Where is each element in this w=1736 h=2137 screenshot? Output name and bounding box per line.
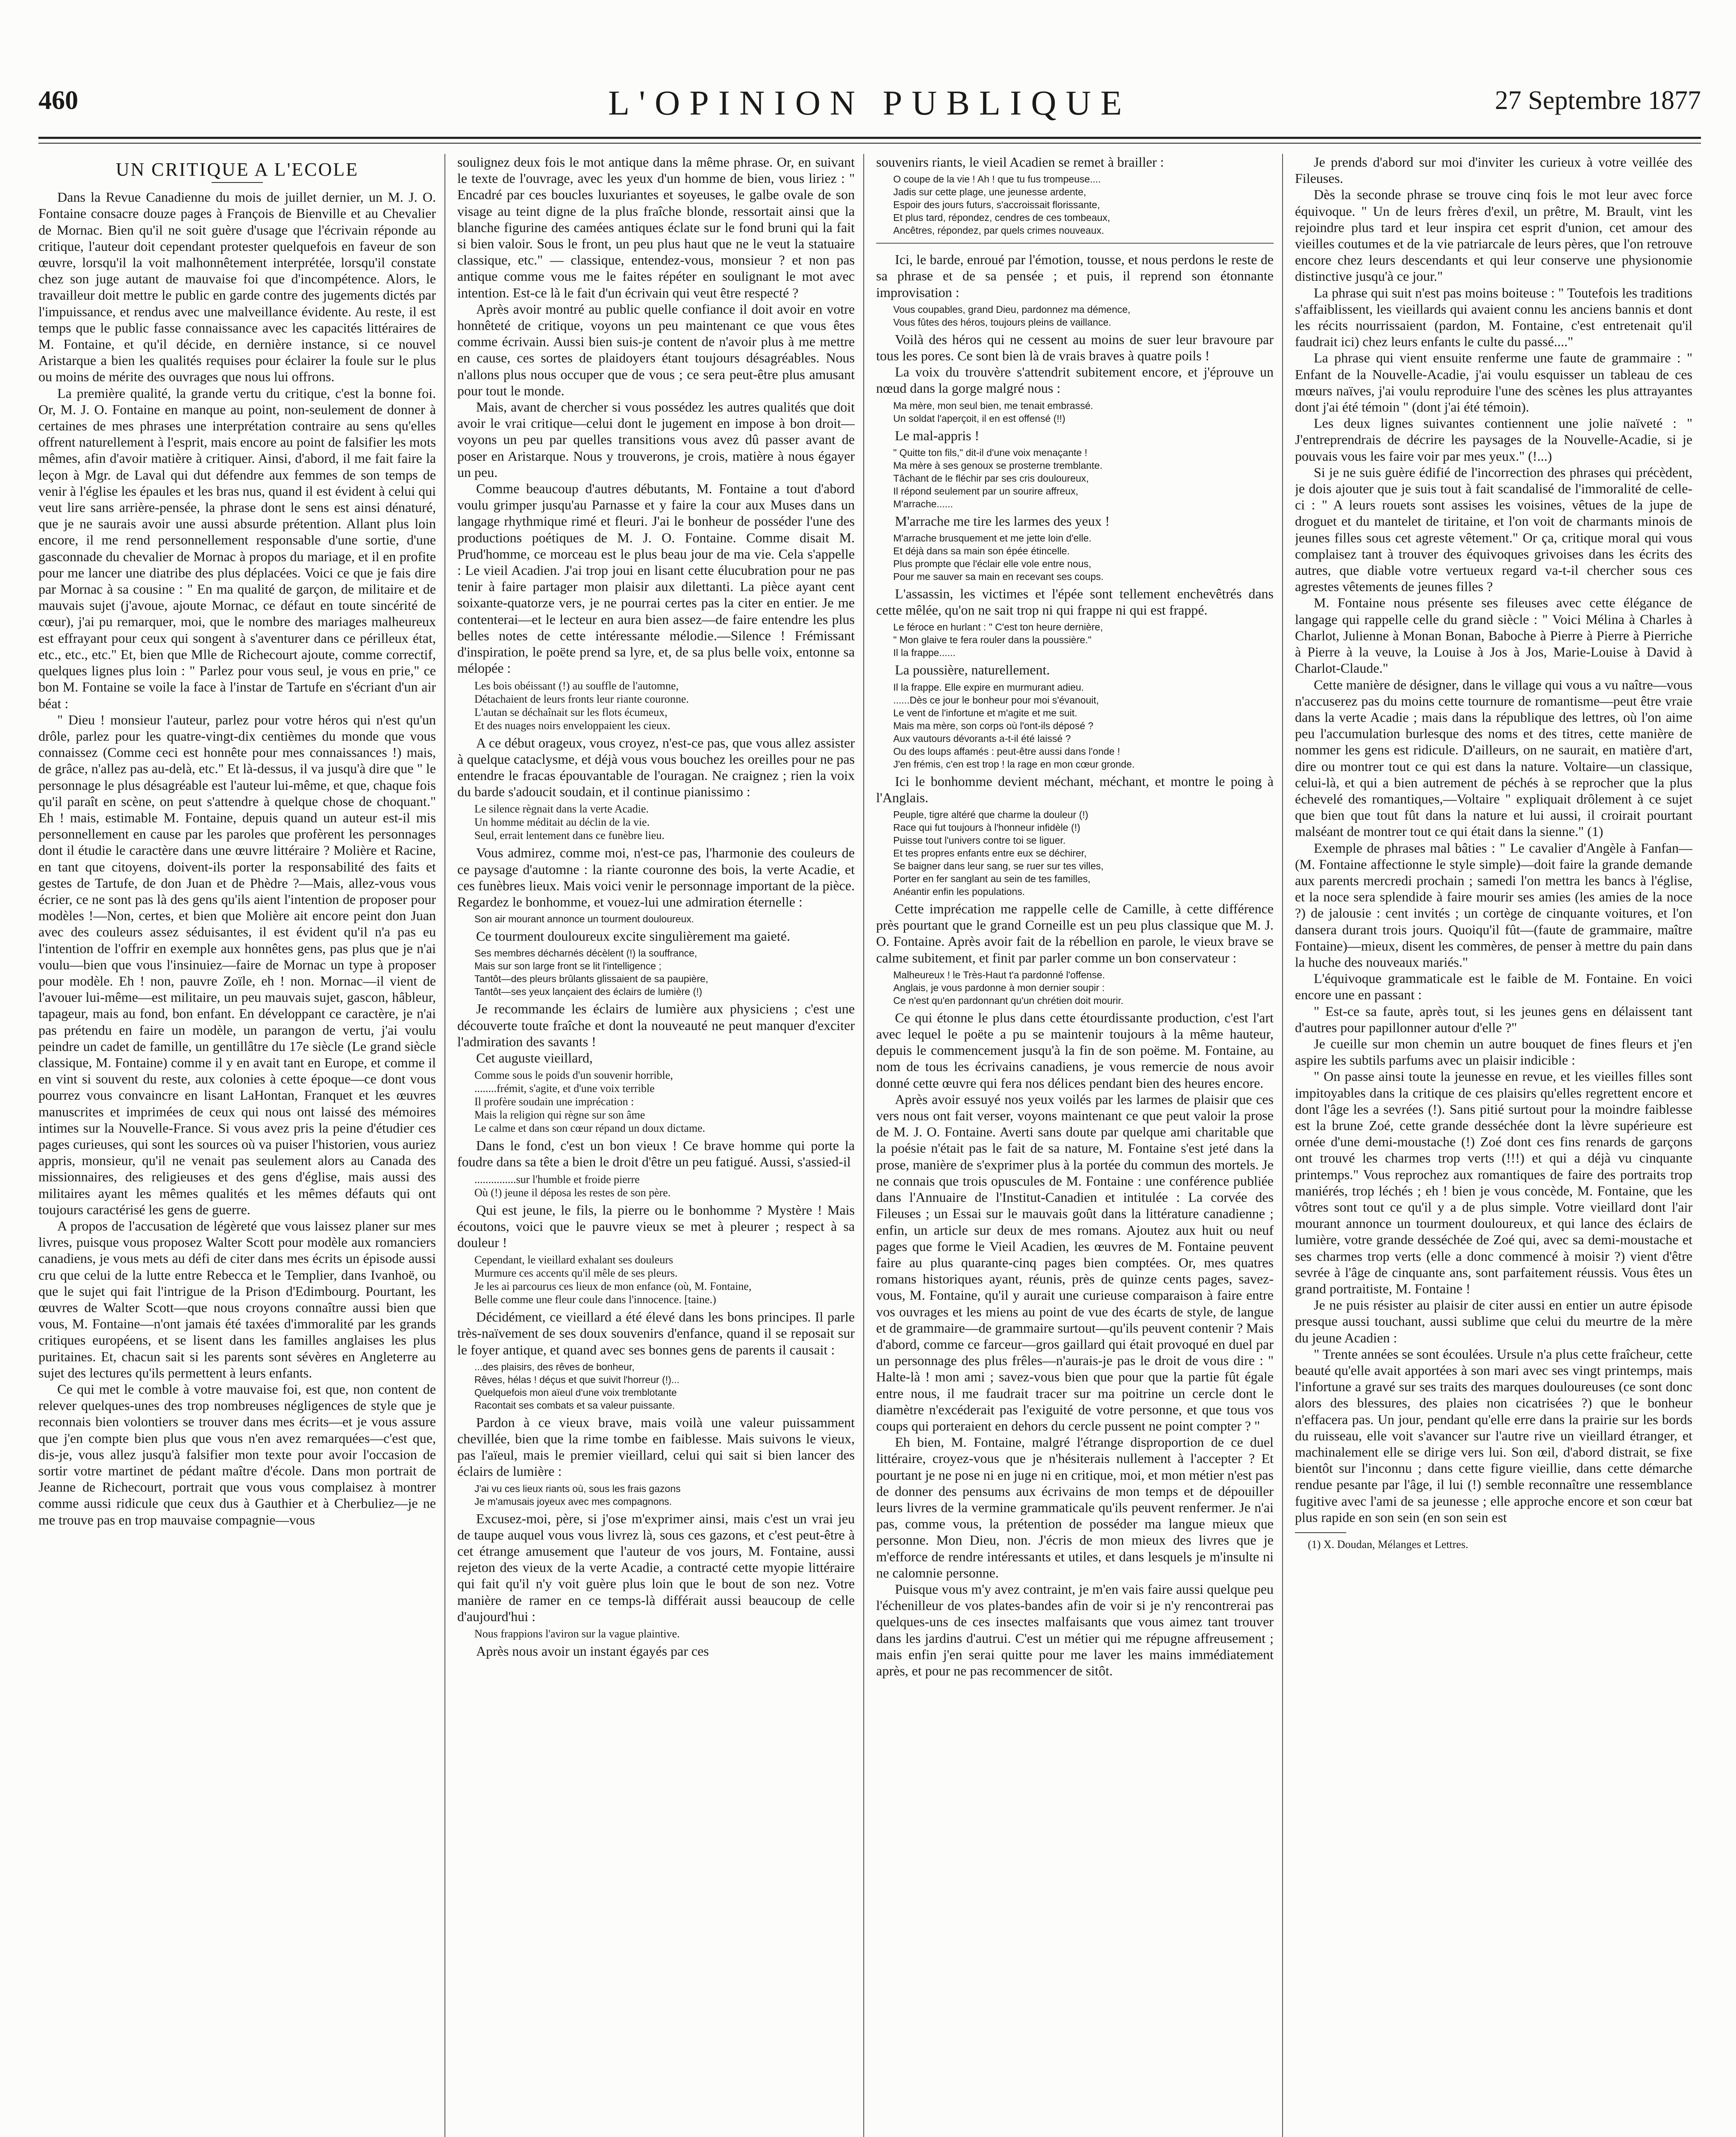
paragraph: La poussière, naturellement. — [895, 662, 1050, 678]
verse-line: Ses membres décharnés décèlent (!) la souffrance, — [474, 948, 697, 959]
verse-line: Puisse tout l'univers contre toi se liguer. — [893, 835, 1066, 846]
paragraph: Après avoir essuyé nos yeux voilés par les larmes de plaisir que ces vers nous ont fait verser, voyons maintenant ce que peut valoir la prose de M. J. O. Fontaine. Averti sans doute par quelque ami charitable que la poésie n'était pas le fait de sa nature, M. Fontaine s'est jeté dans la prose, manière de s'exprimer plus à la portée du commun des mortels. Je ne connais que trois opuscules de M. Fontaine : une conférence publiée dans l'Annuaire de l'Institut-Canadien et intitulée : La corvée des Fileuses ; un Essai sur le mauvais goût dans la littérature canadienne ; enfin, un article sur deux de mes romans. Ajoutez aux huit ou neuf pages que forme le Vieil Acadien, les œuvres de M. Fontaine peuvent faire au plus quarante-cinq pages bien comptées. Or, mes quatres romans historiques ayant, réunis, près de quinze cents pages, savez-vous, M. Fontaine, qu'il y aurait une curieuse comparaison à faire entre vos ouvrages et les miens au point de vue des écarts de style, de langue et de grammaire—de grammaire surtout—qu'ils peuvent contenir ? Mais d'abord, comme ce farceur—gros gaillard qui était provoqué en duel par un personnage des plus frêles—n'aurais-je pas le droit de vous dire : " Halte-là ! mon ami ; savez-vous bien que pour que la partie fût égale entre nous, il me faudrait tracer sur ma poitrine un cercle dont le diamètre n'excéderait pas l'exiguité de votre personne, et que tous vos coups qui porteraient en dehors du cercle pussent ne point compter ? " — [876, 1091, 1274, 1433]
paragraph-list — [876, 901, 1274, 966]
verse-line: Mais sur son large front se lit l'intelligence ; — [474, 960, 662, 972]
verse-block — [474, 679, 855, 732]
verse-line: Vous fûtes des héros, toujours pleins de vaillance. — [893, 316, 1112, 328]
paragraph: soulignez deux fois le mot antique dans la même phrase. Or, en suivant le texte de l'ouvrage, avec les yeux d'un homme de bien, vous liriez : " Encadré par ces boucles luxuriantes et soyeuses, le galbe ovale de son visage au teint digne de la plus fraîche blonde, ressortait ainsi que la blanche figurine des camées antiques éclate sur le fond bruni qui la fait si bien valoir. Sous le front, un peu plus haut que ne le veut la statuaire classique, etc." — classique, entendez-vous, monsieur ? et non pas antique comme vous me le faites répéter en soulignant le mot avec intention. Est-ce là le fait d'un écrivain qui veut être respecté ? — [457, 154, 855, 300]
paragraph-list — [876, 1010, 1274, 1679]
paragraph: A ce début orageux, vous croyez, n'est-ce pas, que vous allez assister à quelque cataclysme, et déjà vous vous bouchez les oreilles pour ne pas entendre le fracas épouvantable de l'ouragan. Ne craignez ; rien la voix du barde s'adoucit soudain, et il continue pianissimo : — [457, 735, 855, 800]
verse-block — [893, 532, 1274, 583]
paragraph-list — [457, 735, 855, 800]
verse-line: Race qui fut toujours à l'honneur infidèle (!) — [893, 822, 1080, 833]
verse-line: Ou des loups affamés : peut-être aussi dans l'onde ! — [893, 745, 1120, 757]
verse-block — [474, 947, 855, 998]
verse-line: Se baigner dans leur sang, se ruer sur tes villes, — [893, 860, 1104, 872]
paragraph-list — [457, 154, 855, 677]
verse-line: Espoir des jours futurs, s'accroissait florissante, — [893, 199, 1100, 211]
verse-block — [893, 621, 1274, 659]
paragraph: Les deux lignes suivantes contiennent une jolie naïveté : " J'entreprendrais de décrire les paysages de la Nouvelle-Acadie, si je pouvais vous les faire voir par mes yeux." (!...) — [1295, 415, 1692, 464]
paragraph-list — [876, 154, 1274, 170]
paragraph: Si je ne suis guère édifié de l'incorrection des phrases qui précèdent, je dois ajouter que je suis tout à fait scandalisé de l'immoralité de celle-ci : " A leurs rouets sont assises les voisines, vêtues de la jupe de droguet et du mantelet de tiritaine, et l'on voit de charmants minois de jeunes filles sous cet agreste vêtement." Or ça, critique moral qui vous complaisez tant à trouver des équivoques grivoises dans les écrits des autres, que diable votre vertueux regard va-t-il chercher sous ces agrestes vêtements de jeunes filles ? — [1295, 464, 1692, 595]
paragraph: " Est-ce sa faute, après tout, si les jeunes gens en délaissent tant d'autres pour papillonner autour d'elle ?" — [1295, 1003, 1692, 1035]
verse-line: Tâchant de le fléchir par ses cris douloureux, — [893, 472, 1089, 484]
paragraph-list — [457, 1202, 855, 1251]
paragraph: L'assassin, les victimes et l'épée sont tellement enchevêtrés dans cette mêlée, qu'on ne sait trop ni qui frappe ni qui est frappé. — [876, 586, 1274, 618]
paragraph-list — [457, 1001, 855, 1066]
paragraph: M'arrache me tire les larmes des yeux ! — [895, 513, 1110, 529]
verse-line: L'autan se déchaînait sur les flots écumeux, — [474, 706, 668, 718]
verse-line: Le calme et dans son cœur répand un doux dictame. — [474, 1122, 706, 1135]
verse-line: Où (!) jeune il déposa les restes de son père. — [474, 1186, 671, 1199]
paragraph: Ce qui étonne le plus dans cette étourdissante production, c'est l'art avec lequel le poëte a pu se maintenir toujours à la même hauteur, depuis le commencement jusqu'à la fin de son poëme. M. Fontaine, au nom de tous les écrivains canadiens, je vous remercie de nous avoir donné cette œuvre qui fera nos délices pendant bien des heures encore. — [876, 1010, 1274, 1091]
verse-line: Ma mère, mon seul bien, me tenait embrassé. — [893, 400, 1093, 411]
masthead-rule-thick — [38, 137, 1701, 139]
journal-title: L'OPINION PUBLIQUE — [608, 83, 1131, 122]
verse-line: Et déjà dans sa main son épée étincelle. — [893, 545, 1070, 557]
verse-line: Un homme méditait au déclin de la vie. — [474, 816, 650, 829]
verse-line: Murmure ces accents qu'il mêle de ses pleurs. — [474, 1267, 678, 1280]
verse-line: Peuple, tigre altéré que charme la douleur (!) — [893, 809, 1089, 821]
paragraph: Après avoir montré au public quelle confiance il doit avoir en votre honnêteté de critique, voyons un peu maintenant ce que vous êtes comme écrivain. Aussi bien suis-je content de n'avoir plus à me mettre en cause, ces sortes de plaidoyers étant toujours désagréables. Nous n'allons plus nous occuper que de vous ; ce sera peut-être plus amusant pour tout le monde. — [457, 301, 855, 398]
column-1 — [38, 154, 436, 2137]
verse-line: Le féroce en hurlant : " C'est ton heure dernière, — [893, 621, 1103, 633]
paragraph: Comme beaucoup d'autres débutants, M. Fontaine a tout d'abord voulu grimper jusqu'au Parnasse et y faire la cour aux Muses dans un langage rhythmique rimé et fleuri. J'ai le bonheur de posséder l'une des productions poétiques de M. J. O. Fontaine. Comme disait M. Prud'homme, ce morceau est le plus beau jour de ma vie. Cela s'appelle : Le vieil Acadien. J'ai trop joui en lisant cette élucubration pour ne pas tenir à faire partager mon plaisir aux dilettanti. La pièce ayant cent soixante-quatorze vers, je ne pourrai certes pas la citer en entier. Je me contenterai—et le lecteur en aura bien assez—de faire entendre les plus belles notes de cette intéressante mélodie.—Silence ! Frémissant d'inspiration, le poëte prend sa lyre, et, de sa plus belle voix, entonne sa mélopée : — [457, 481, 855, 676]
paragraph: Dans le fond, c'est un bon vieux ! Ce brave homme qui porte la foudre dans sa tête a bien le droit d'être un peu fatigué. Aussi, s'assied-il — [457, 1138, 855, 1170]
verse-line: Anglais, je vous pardonne à mon dernier soupir : — [893, 982, 1105, 993]
verse-block — [893, 173, 1274, 237]
verse-line: ...............sur l'humble et froide pierre — [474, 1173, 640, 1186]
verse-block — [893, 968, 1274, 1007]
verse-line: Il répond seulement par un sourire affreux, — [893, 485, 1078, 497]
paragraph-list — [876, 773, 1274, 806]
paragraph: Ce qui met le comble à votre mauvaise foi, est que, non content de relever quelques-unes des trop nombreuses négligences de style que je reconnais bien volontiers se trouver dans mes écrits—et je vous assure que j'en compte bien plus que vous n'en avez remarquées—c'est que, dis-je, vous allez jusqu'à falsifier mon texte pour avoir l'occasion de sortir votre martinet de pédant maître d'école. Dans mon portrait de Jeanne de Richecourt, portrait que vous vous complaisez à montrer comme aussi ridicule que ceux dus à Gauthier et à Cherbuliez—je ne me trouve pas en trop mauvaise compagnie—vous — [38, 1381, 436, 1528]
column-divider — [444, 154, 445, 2137]
paragraph: Le mal-appris ! — [895, 427, 980, 443]
paragraph: Qui est jeune, le fils, la pierre ou le bonhomme ? Mystère ! Mais écoutons, voici que le pauvre vieux se met à pleurer ; respect à sa douleur ! — [457, 1202, 855, 1250]
paragraph: Eh bien, M. Fontaine, malgré l'étrange disproportion de ce duel littéraire, croyez-vous que je n'hésiterais nullement à l'accepter ? Et pourtant je ne pose ni en juge ni en critique, moi, et mon métier n'est pas de donner des pensums aux écrivains de mon temps et de dépouiller leurs livres de la vermine grammaticale qu'ils peuvent renfermer. Je n'ai pas, comme vous, la prétention de posséder ma langue mieux que personne. Mon Dieu, non. J'écris de mon mieux des livres que je m'efforce de rendre intéressants et utiles, et dans lesquels je m'insulte ni ne calomnie personne. — [876, 1434, 1274, 1581]
paragraph: Pardon à ce vieux brave, mais voilà une valeur puissamment chevillée, bien que la rime tombe en faiblesse. Mais suivons le vieux, pas l'aïeul, mais le premier vieillard, celui qui sait si bien lancer des éclairs de lumière : — [457, 1414, 855, 1479]
paragraph: Cette manière de désigner, dans le village qui vous a vu naître—vous n'accuserez pas du moins cette tournure de romantisme—peut être vraie dans la verte Acadie ; mais dans la république des lettres, où l'on aime peu l'accumulation burlesque des noms et des titres, cette manière de nommer les gens est ridicule. D'ailleurs, on ne saurait, en matière d'art, dire ou montrer tout ce qui est dans la nature. Voltaire—un classique, celui-là, et qui a bien autrement de péchés à se reprocher que la plus échevelé des romantiques,—Voltaire " expliquait drôlement à ce sujet que bien que tout fût dans la nature et lui aussi, il croirait pourtant malséant de montrer tout ce qui était dans la sienne." (1) — [1295, 677, 1692, 839]
paragraph-list — [457, 1309, 855, 1358]
verse-line: Le vent de l'infortune et m'agite et me suit. — [893, 707, 1077, 718]
footnote-rule — [1295, 1532, 1346, 1533]
paragraph: La phrase qui vient ensuite renferme une faute de grammaire : " Enfant de la Nouvelle-Acadie, j'ai voulu esquisser un tableau de ces mœurs naïves, j'ai voulu reproduire l'une des scènes les plus attrayantes dont j'ai été témoin " (dont j'ai été témoin). — [1295, 350, 1692, 415]
paragraph-list — [457, 1137, 855, 1170]
verse-block — [474, 802, 855, 842]
issue-date: 27 Septembre 1877 — [1495, 86, 1701, 115]
verse-line: Plus prompte que l'éclair elle vole entre nous, — [893, 558, 1092, 570]
verse-line: Je les ai parcourus ces lieux de mon enfance (où, M. Fontaine, — [474, 1280, 752, 1293]
verse-line: Mais la religion qui règne sur son âme — [474, 1109, 645, 1121]
paragraph: La voix du trouvère s'attendrit subitement encore, et j'éprouve un nœud dans la gorge malgré nous : — [876, 364, 1274, 396]
column-2 — [457, 154, 855, 2137]
verse-block — [474, 912, 855, 925]
verse-block — [893, 808, 1274, 898]
verse-line: Un soldat l'aperçoit, il en est offensé (!!) — [893, 412, 1065, 424]
paragraph: Je prends d'abord sur moi d'inviter les curieux à votre veillée des Fileuses. — [1295, 154, 1692, 186]
heading-rule — [212, 182, 263, 183]
paragraph-list — [876, 662, 1274, 678]
verse-line: Il la frappe. Elle expire en murmurant adieu. — [893, 681, 1084, 693]
paragraph: Puisque vous m'y avez contraint, je m'en vais faire aussi quelque peu l'échenilleur de vos plates-bandes afin de voir si je n'y rencontrerai pas quelques-uns de ces insectes malfaisants que vous aimez tant trouver dans les jardins d'autrui. C'est un métier qui me répugne affreusement ; mais enfin j'en serai quitte pour me laver les mains immédiatement après, et pour ne pas recommencer de sitôt. — [876, 1581, 1274, 1678]
paragraph: A propos de l'accusation de légèreté que vous laissez planer sur mes livres, puisque vous proposez Walter Scott pour modèle aux romanciers canadiens, je vous mets au défi de citer dans mes écrits un épisode aussi cru que celui de la lutte entre Rebecca et le Templier, dans Ivanhoë, ou que le sujet qui fait l'intrigue de la Prison d'Edimbourg. Pourtant, les œuvres de Walter Scott—que nous croyons connaître aussi bien que vous, M. Fontaine—n'ont jamais été taxées d'immoralité par les grands critiques européens, et se lisent dans les familles anglaises les plus puritaines. Et, chacun sait si les parents sont sévères en Angleterre au sujet des lectures qu'ils permettent à leurs enfants. — [38, 1218, 436, 1381]
verse-line: Quelquefois mon aïeul d'une voix tremblotante — [474, 1386, 677, 1398]
verse-line: Il la frappe...... — [893, 647, 956, 659]
paragraph: La phrase qui suit n'est pas moins boiteuse : " Toutefois les traditions s'affaiblissent, les vieillards qui avaient connu les anciens bannis et dont les récits nourrissaient (pardon, M. Fontaine, c'est entretenait qu'il faudrait ici) chez leurs enfants le culte du passé...." — [1295, 285, 1692, 350]
verse-line: Rêves, hélas ! déçus et que suivit l'horreur (!)... — [474, 1374, 680, 1385]
paragraph-list — [457, 845, 855, 910]
column-divider — [1282, 154, 1283, 2137]
paragraph: Ici, le barde, enroué par l'émotion, tousse, et nous perdons le reste de sa phrase et de sa pensée ; et puis, il reprend son étonnante improvisation : — [876, 252, 1274, 300]
verse-line: Nous frappions l'aviron sur la vague plaintive. — [474, 1628, 680, 1640]
column-3 — [876, 154, 1274, 2137]
verse-line: " Mon glaive te fera rouler dans la poussière." — [893, 634, 1092, 646]
paragraph: Excusez-moi, père, si j'ose m'exprimer ainsi, mais c'est un vrai jeu de taupe auquel vous vous livrez là, sous ces gazons, et c'est peut-être à cet étrange amusement que l'auteur de vos jours, M. Fontaine, aussi rejeton des vieux de la verte Acadie, a contracté cette myopie littéraire qui fait qu'il n'y voit guère plus loin que le bout de son nez. Votre manière de ramer en ce temps-là différait aussi beaucoup de celle d'aujourd'hui : — [457, 1510, 855, 1624]
verse-block — [893, 446, 1274, 510]
verse-line: Le silence règnait dans la verte Acadie. — [474, 803, 649, 815]
verse-line: Pour me sauver sa main en recevant ses coups. — [893, 571, 1104, 583]
paragraph: Cet auguste vieillard, — [476, 1050, 593, 1066]
verse-block — [474, 1068, 855, 1135]
paragraph: Je recommande les éclairs de lumière aux physiciens ; c'est une découverte toute fraîche et dont la nouveauté ne peut manquer d'exciter l'admiration des savants ! — [457, 1001, 855, 1049]
verse-line: Ce n'est qu'en pardonnant qu'un chrétien doit mourir. — [893, 995, 1124, 1006]
verse-block — [474, 1173, 855, 1199]
paragraph: Cette imprécation me rappelle celle de Camille, à cette différence près pourtant que le grand Corneille est un peu plus classique que M. J. O. Fontaine. Après avoir fait de la rébellion en parole, le vieux brave se calme subitement, et finit par parler comme un bon conservateur : — [876, 901, 1274, 965]
column-divider — [863, 154, 864, 2137]
verse-line: Vous coupables, grand Dieu, pardonnez ma démence, — [893, 303, 1130, 315]
verse-line: Cependant, le vieillard exhalant ses douleurs — [474, 1254, 673, 1266]
page-number: 460 — [38, 86, 78, 115]
verse-line: Je m'amusais joyeux avec mes compagnons. — [474, 1495, 672, 1507]
paragraph-list — [876, 331, 1274, 397]
verse-line: ......Dès ce jour le bonheur pour moi s'évanouit, — [893, 694, 1099, 706]
verse-line: M'arrache...... — [893, 498, 953, 509]
verse-line: " Quitte ton fils," dit-il d'une voix menaçante ! — [893, 447, 1088, 458]
paragraph: " Trente années se sont écoulées. Ursule n'a plus cette fraîcheur, cette beauté qu'elle avait apportées à son mari avec ses vingt printemps, mais l'infortune a gravé sur ses traits des marques douloureuses (ce sont donc alors des blessures, des plaies non cicatrisées ?) que le bonheur n'effacera pas. Un jour, pendant qu'elle erre dans la prairie sur les bords du ruisseau, elle voit s'avancer sur l'autre rive un vieillard étranger, et machinalement elle se dirige vers lui. Son œil, d'abord distrait, se fixe bientôt sur l'inconnu ; dans cette figure vieillie, dans cette démarche rendue pesante par l'âge, il lui (!) semble reconnaître une ressemblance fugitive avec l'ami de sa jeunesse ; elle approche encore et son cœur bat plus rapide en son sein (en son sein est — [1295, 1346, 1692, 1525]
paragraph: " On passe ainsi toute la jeunesse en revue, et les vieilles filles sont impitoyables dans la critique de ces plaisirs qu'elles regrettent encore et dont l'âge les a sevrées (!). Sans pitié surtout pour la moindre faiblesse est la brune Zoé, cette grande desséchée dont la lèvre supérieure est ornée d'une demi-moustache (!) Zoé dont ces fins renards de garçons ont trouvé les charmes trop verts (!!!) et qui a déjà vu cinquante printemps." Vous reprochez aux romantiques de faire des portraits trop maniérés, trop léchés ; eh ! bien je vous concède, M. Fontaine, que les vôtres sont tout ce qu'il y a de plus simple. Votre vieillard dont l'air mourant annonce un tourment douloureux, et qui lance des éclairs de lumière, votre grande desséchée de Zoé qui, avec sa demi-moustache et ses charmes trop verts (elle a donc commencé à moisir ?) vient d'être sevrée à l'âge de cinquante ans, sont parfaitement réussis. Vous êtes un grand portraitiste, M. Fontaine ! — [1295, 1068, 1692, 1297]
paragraph-list — [876, 251, 1274, 300]
verse-block — [474, 1253, 855, 1306]
paragraph: Mais, avant de chercher si vous possédez les autres qualités que doit avoir le vrai critique—celui dont le jugement en impose à bon droit—voyons un peu par quelles transitions vous avez dû passer avant de poser en Aristarque. Nous y trouverons, je crois, matière à nous égayer un peu. — [457, 399, 855, 480]
paragraph: " Dieu ! monsieur l'auteur, parlez pour votre héros qui n'est qu'un drôle, parlez pour les quatre-vingt-dix centièmes du monde que vous connaissez (Comme ceci est honnête pour mes connaissances !) mais, de grâce, n'allez pas au-delà, etc." Et là-dessus, il va jusqu'à dire que " le personnage le plus désagréable est l'auteur lui-même, et que, chaque fois qu'il paraît en scène, on peut s'attendre à quelque chose de choquant." Eh ! mais, estimable M. Fontaine, depuis quand un auteur est-il mis personnellement en cause par les paroles que profèrent les personnages dont il étudie le caractère dans une œuvre littéraire ? Molière et Racine, en tant que citoyens, doivent-ils porter la responsabilité des faits et gestes de Tartufe, de don Juan et de Phèdre ?—Mais, allez-vous vous écrier, ce ne sont pas là des gens qu'ils aient l'intention de proposer pour modèles !—Non, certes, et bien que Molière ait encore peint don Juan avec des couleurs assez séduisantes, il est évident qu'il n'a pas eu l'intention de l'offrir en exemple aux honnêtes gens, pas plus que je n'ai voulu—bien que vous l'insinuiez—faire de Mornac un type à proposer pour modèle. Eh ! non, pauvre Zoïle, eh ! non. Mornac—il vient de l'avouer lui-même—est militaire, un peu mauvais sujet, gascon, hâbleur, tapageur, mais au fond, bon enfant. En développant ce caractère, je n'ai pas prétendu en faire un modèle, un parangon de vertu, j'ai voulu peindre un cadet de famille, un gentillâtre du 17e siècle (Le grand siècle classique, M. Fontaine) comme il y en avait tant en Europe, et comme il en vint si souvent du reste, aux colonies à cette époque—ce dont vous pourrez vous convaincre en lisant LaHontan, Franquet et les œuvres manuscrites et imprimées de ceux qui nous ont laissé des mémoires intimes sur la Nouvelle-France. Si vous avez pris la peine d'étudier ces pages curieuses, qui sont les sources où va puiser l'historien, vous auriez appris, monsieur, qu'il ne venait pas seulement alors au Canada des missionnaires, des religieuses et des gens d'église, mais aussi des militaires ayant les mêmes qualités et les mêmes défauts qui ont toujours caractérisé les gens de guerre. — [38, 712, 436, 1217]
paragraph: La première qualité, la grande vertu du critique, c'est la bonne foi. Or, M. J. O. Fontaine en manque au point, non-seulement de donner à certaines de mes phrases une interprétation contraire au sens qu'elles offrent naturellement à l'esprit, mais encore au point de falsifier les mots mêmes, afin d'avoir matière à critiquer. Ainsi, d'abord, il me fait faire la leçon à Mgr. de Laval qui dut défendre aux femmes de son temps de venir à l'église les épaules et les bras nus, quand il est évident à celui qui veut lire sans arrière-pensée, la phrase dont le sens est ainsi dénaturé, que je ne saurais avoir une aussi absurde prétention. Allant plus loin encore, il me rend personnellement responsable d'une sortie, d'une gasconnade du chevalier de Mornac à propos du mariage, et il en profite pour me lancer une diatribe des plus déplacées. Voici ce que je fais dire par Mornac à sa cousine : " En ma qualité de garçon, de militaire et de mauvais sujet (j'avoue, ajoute Mornac, ce défaut en toute sincérité de cœur), j'ai pu remarquer, moi, que le nombre des mariages malheureux est effrayant pour ceux qui songent à s'aventurer dans ce périlleux état, etc., etc., etc." Et, bien que Mlle de Richecourt ajoute, comme correctif, quelques lignes plus loin : " Parlez pour vous seul, je vous en prie," ce bon M. Fontaine se voile la face à l'instar de Tartufe en s'écriant d'un air béat : — [38, 385, 436, 711]
paragraph-list — [38, 189, 436, 1528]
verse-line: Belle comme une fleur coule dans l'innocence. [taine.) — [474, 1293, 716, 1306]
verse-block — [893, 399, 1274, 425]
section-divider — [876, 243, 1274, 244]
paragraph-list — [457, 1510, 855, 1625]
verse-line: Aux vautours dévorants a-t-il été laissé ? — [893, 733, 1071, 744]
verse-line: Son air mourant annonce un tourment douloureux. — [474, 913, 694, 925]
verse-line: Détachaient de leurs fronts leur riante couronne. — [474, 692, 689, 705]
paragraph-list — [876, 586, 1274, 618]
article-heading: UN CRITIQUE A L'ECOLE — [115, 159, 359, 180]
verse-line: Et tes propres enfants entre eux se déchirer, — [893, 848, 1087, 859]
paragraph: Je cueille sur mon chemin un autre bouquet de fines fleurs et j'en aspire les subtils parfums avec un plaisir indicible : — [1295, 1036, 1692, 1068]
verse-block — [893, 681, 1274, 771]
verse-line: Jadis sur cette plage, une jeunesse ardente, — [893, 186, 1086, 198]
verse-block — [893, 303, 1274, 329]
verse-line: J'ai vu ces lieux riants où, sous les frais gazons — [474, 1483, 681, 1494]
verse-line: Seul, errait lentement dans ce funèbre lieu. — [474, 829, 665, 842]
verse-line: Porter en fer sanglant au sein de tes familles, — [893, 873, 1091, 885]
verse-line: Malheureux ! le Très-Haut t'a pardonné l'offense. — [893, 969, 1105, 980]
paragraph: M. Fontaine nous présente ses fileuses avec cette élégance de langage qui rappelle celle du grand siècle : " Voici Mélina à Charles à Charlot, Julienne à Monan Bonan, Baboche à Pierre à Pierre à Pierriche à Pierre à la veuve, la Louise à Jos à Jos, Marie-Louise à David à Charlot-Claude." — [1295, 595, 1692, 676]
paragraph: L'équivoque grammaticale est le faible de M. Fontaine. En voici encore une en passant : — [1295, 971, 1692, 1003]
paragraph: Dès la seconde phrase se trouve cinq fois le mot leur avec force équivoque. " Un de leurs frères d'exil, un prêtre, M. Brault, vint les rejoindre plus tard et leur inspira cet esprit d'union, cet amour des vieilles coutumes et de la vie patriarcale de leurs pères, que l'on retrouve encore chez leurs descendants et qui leur conserve une physionomie distinctive jusqu'à ce jour." — [1295, 187, 1692, 284]
verse-line: ........frémit, s'agite, et d'une voix terrible — [474, 1082, 655, 1095]
verse-line: ...des plaisirs, des rêves de bonheur, — [474, 1361, 635, 1372]
paragraph-list — [457, 1643, 855, 1659]
paragraph-list — [876, 427, 1274, 444]
paragraph: Dans la Revue Canadienne du mois de juillet dernier, un M. J. O. Fontaine consacre douze pages à François de Bienville et au Chevalier de Mornac. Bien qu'il ne soit guère d'usage que l'écrivain réponde au critique, l'auteur doit cependant protester quelquefois en faveur de son œuvre, lorsqu'il la voit malhonnêtement interprétée, lorsqu'il constate chez son juge autant de mauvaise foi que d'incompétence. Alors, le travailleur doit mettre le public en garde contre des jugements dictés par l'impuissance, et rendus avec une malveillance évidente. Au reste, il est temps que le public fasse connaissance avec les capacités littéraires de M. Fontaine, et qu'il décide, en dernière instance, si ce nouvel Aristarque a bien les qualités requises pour éclairer la foule sur le plus ou moins de mérite des ouvrages que nous lui offrons. — [38, 189, 436, 385]
verse-line: Et des nuages noirs enveloppaient les cieux. — [474, 719, 671, 732]
paragraph: Décidément, ce vieillard a été élevé dans les bons principes. Il parle très-naïvement de ses doux souvenirs d'enfance, quand il se reposait sur le foyer antique, et quand avec ses bonnes gens de parents il causait : — [457, 1309, 855, 1357]
verse-line: M'arrache brusquement et me jette loin d'elle. — [893, 533, 1092, 544]
masthead-rule-thin — [38, 143, 1701, 144]
verse-line: Anéantir enfin les populations. — [893, 886, 1025, 898]
verse-line: J'en frémis, c'en est trop ! la rage en mon cœur gronde. — [893, 758, 1135, 770]
paragraph: Je ne puis résister au plaisir de citer aussi en entier un autre épisode presque aussi touchant, aussi sublime que celui du meurtre de la mère du jeune Acadien : — [1295, 1297, 1692, 1345]
paragraph: Voilà des héros qui ne cessent au moins de suer leur bravoure par tous les pores. Ce sont bien là de vrais braves à quatre poils ! — [876, 331, 1274, 364]
verse-line: Ancêtres, répondez, par quels crimes nouveaux. — [893, 225, 1104, 236]
masthead — [38, 85, 1701, 132]
paragraph-list — [1295, 154, 1692, 1525]
verse-line: Tantôt—ses yeux lançaient des éclairs de lumière (!) — [474, 986, 703, 998]
verse-line: Il profère soudain une imprécation : — [474, 1095, 634, 1108]
paragraph-list — [876, 513, 1274, 529]
verse-line: Racontait ses combats et sa valeur puissante. — [474, 1399, 675, 1411]
verse-line: O coupe de la vie ! Ah ! que tu fus trompeuse.... — [893, 174, 1101, 185]
verse-line: Et plus tard, répondez, cendres de ces tombeaux, — [893, 212, 1110, 224]
verse-line: Mais ma mère, son corps où l'ont-ils déposé ? — [893, 720, 1094, 731]
verse-line: Tantôt—des pleurs brûlants glissaient de sa paupière, — [474, 973, 709, 985]
verse-line: Les bois obéissant (!) au souffle de l'automne, — [474, 679, 679, 692]
verse-line: Ma mère à ses genoux se prosterne tremblante. — [893, 459, 1103, 471]
verse-block — [474, 1360, 855, 1412]
paragraph-list — [457, 928, 855, 944]
paragraph: Ici le bonhomme devient méchant, méchant, et montre le poing à l'Anglais. — [876, 773, 1274, 805]
column-4 — [1295, 154, 1692, 2137]
paragraph: Ce tourment douloureux excite singulièrement ma gaieté. — [476, 928, 790, 944]
footnote: (1) X. Doudan, Mélanges et Lettres. — [1308, 1538, 1468, 1551]
paragraph: Après nous avoir un instant égayés par ces — [476, 1643, 709, 1659]
paragraph-list — [457, 1414, 855, 1480]
paragraph: Exemple de phrases mal bâties : " Le cavalier d'Angèle à Fanfan—(M. Fontaine affectionne le style simple)—doit faire la grande demande aux parents mercredi prochain ; samedi l'on mettra les bancs à l'église, et la noce sera splendide à faire mourir ses amies (les amies de la noce ?) de jalousie : cent invités ; un cortège de cinquante voitures, et l'on dansera durant trois jours. Quoiqu'il fût—(faute de grammaire, maître Fontaine)—mieux, disent les commères, de penser à mettre du pain dans la huche des nouveaux mariés." — [1295, 840, 1692, 970]
verse-block — [474, 1627, 855, 1640]
verse-block — [474, 1482, 855, 1508]
paragraph: souvenirs riants, le vieil Acadien se remet à brailler : — [876, 154, 1164, 170]
paragraph: Vous admirez, comme moi, n'est-ce pas, l'harmonie des couleurs de ce paysage d'automne : la riante couronne des bois, la verte Acadie, et ces funèbres lieux. Mais voici venir le personnage important de la pièce. Regardez le bonhomme, et vouez-lui une admiration éternelle : — [457, 845, 855, 910]
verse-line: Comme sous le poids d'un souvenir horrible, — [474, 1069, 673, 1082]
